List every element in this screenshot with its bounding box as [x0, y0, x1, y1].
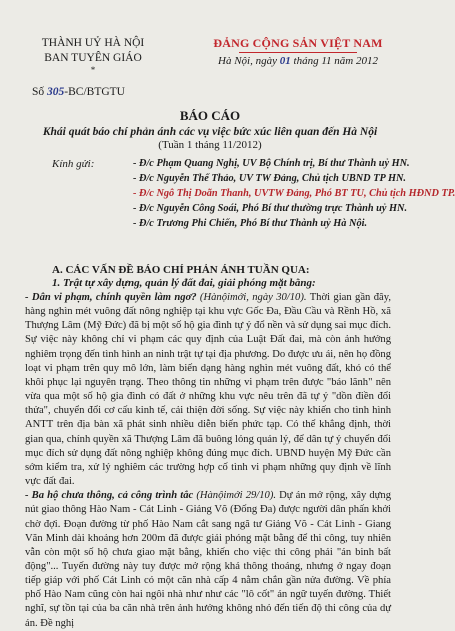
- date-rest: tháng 11 năm 2012: [293, 55, 378, 67]
- number-handwritten: 305: [47, 86, 65, 98]
- paragraph-2-source: (Hànộimới 29/10).: [193, 490, 277, 502]
- recipient-5: - Đ/c Trương Phi Chiến, Phó Bí thư Thành uỷ Hà Nội.: [133, 218, 368, 229]
- org-line-1: THÀNH UỶ HÀ NỘI: [41, 37, 145, 49]
- doc-week: (Tuần 1 tháng 11/2012): [158, 139, 262, 151]
- item-heading: 1. Trật tự xây dựng, quản lý đất đai, giải phóng mặt bằng:: [52, 277, 316, 289]
- report-title-block: [20, 108, 400, 152]
- section-heading: A. CÁC VẤN ĐỀ BÁO CHÍ PHẢN ÁNH TUẦN QUA:: [52, 264, 310, 276]
- number-suffix: -BC/BTGTU: [64, 86, 125, 98]
- number-prefix: Số: [32, 86, 45, 98]
- star-mark: *: [90, 65, 96, 75]
- party-name: ĐẢNG CỘNG SẢN VIỆT NAM: [213, 36, 383, 50]
- date-prefix: Hà Nội, ngày: [218, 55, 278, 67]
- recipient-4: - Đ/c Nguyễn Công Soái, Phó Bí thư thường trực Thành uỷ HN.: [133, 203, 408, 214]
- recipient-1: - Đ/c Phạm Quang Nghị, UV Bộ Chính trị, Bí thư Thành uỷ HN.: [133, 158, 410, 169]
- paragraph-2-lead: - Ba hộ chưa thông, cả công trình tắc: [25, 490, 194, 502]
- paragraph-2: [25, 489, 391, 631]
- document-number: [32, 86, 125, 98]
- issuing-organization: [28, 36, 158, 74]
- party-underline: [239, 52, 357, 53]
- document-date: [200, 55, 396, 67]
- paragraph-1-lead: - Dân vi phạm, chính quyền làm ngơ?: [25, 292, 197, 303]
- paragraph-1-text: Thời gian gần đây, hàng nghìn mét vuông đất nông nghiệp tại khu vực Gốc Đa, Đầu Cầu và Rềnh Hồ, xã Thượng Lâm (Mỹ Đức) đã bị một số hộ gia đình tự ý đổ nền và sử dụng sai mục đích. Sự việc này không chỉ vi phạm các quy định của Luật Đất đai, mà còn ảnh hưởng nghiêm trọng đến tình hình an ninh trật tự tại địa phương. Do được ưu ái, nên họ đồng loạt vi phạm trên quy mô lớn, làm biến dạng hàng nghìn mét vuông đất, khó có thể khôi phục lại nguyên trạng. Theo thông tin những vi phạm trên được "báo lãnh" nên vừa qua một số hộ gia đình có đất ở những khu vực nêu trên đã tự ý "dồn điền đổi thửa", chuyển đổi cơ cấu kinh tế, cải thiện đời sống. Sự việc này khiến cho tình hình ANTT trên địa bàn xã phát sinh nhiều diễn biến phức tạp. Có thể khẳng định, thời gian qua, chính quyền xã Thượng Lâm đã buông lỏng quản lý, để dân tự ý chuyển đổi mục đích sử dụng đất nông nghiệp không đúng mục đích. UBND huyện Mỹ Đức cần sớm kiểm tra, xử lý nghiêm các trường hợp cố tình vi phạm những quy định về lĩnh vực đất đai.: [25, 292, 391, 488]
- recipient-3: - Đ/c Ngô Thị Doãn Thanh, UVTW Đảng, Phó BT TU, Chủ tịch HĐND TP.: [133, 188, 455, 199]
- recipient-2: - Đ/c Nguyễn Thế Thảo, UV TW Đảng, Chủ tịch UBND TP HN.: [133, 173, 406, 184]
- party-header: [200, 36, 396, 67]
- date-day-handwritten: 01: [279, 55, 291, 67]
- recipients-list: [133, 156, 455, 231]
- org-line-2: BAN TUYÊN GIÁO: [44, 52, 142, 64]
- paragraph-1-source: (Hànộimới, ngày 30/10).: [196, 292, 307, 303]
- paragraph-1: [25, 291, 391, 489]
- doc-subject: Khái quát báo chí phản ánh các vụ việc bức xúc liên quan đến Hà Nội: [42, 126, 378, 138]
- recipients-label: Kính gửi:: [52, 158, 95, 170]
- report-body: [25, 291, 391, 631]
- doc-type: BÁO CÁO: [179, 108, 241, 123]
- paragraph-2-text: Dự án mở rộng, xây dựng nút giao thông Hào Nam - Cát Linh - Giảng Võ (Đống Đa) được người dân phấn khởi chờ đợi. Đoạn đường từ phố Hào Nam cắt sang ngã tư Giảng Võ - Cát Linh - Giang Văn Minh dài khoảng hơn 200m đã được giải phóng mặt bằng để thi công, tuy nhiên vẫn còn một số hộ chưa giao mặt bằng, khiến cho việc thi công phải "án binh bất động"... Tuyến đường này tuy được mở rộng khá thông thoáng, nhưng ở ngay đoạn tiếp giáp với phố Cát Linh có một căn nhà cấp 4 nằm chắn gần nửa đường. Về phía phố Hào Nam cũng còn hai ngôi nhà như như các "lô cốt" án ngữ tuyến đường. Thiết nghĩ, sự tồn tại của ba căn nhà trên ảnh hưởng không nhỏ đến tiến độ thi công của dự án. Đề nghị: [25, 490, 391, 629]
